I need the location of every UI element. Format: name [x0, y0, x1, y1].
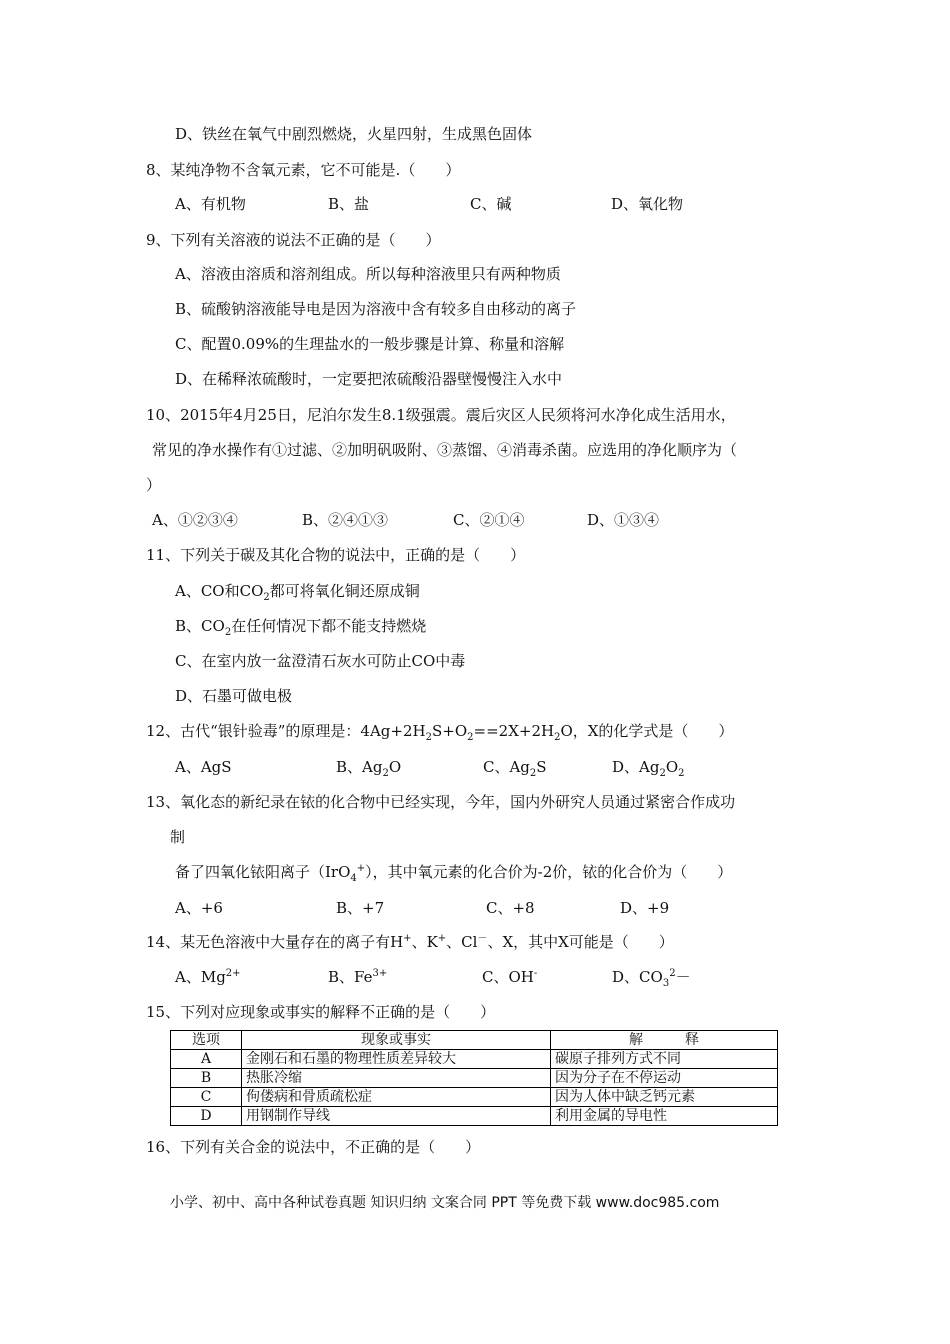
table-header-row: [171, 1031, 778, 1050]
q14-option-c: C、OH-: [482, 968, 538, 986]
page-footer: 小学、初中、高中各种试卷真题 知识归纳 文案合同 PPT 等免费下载 www.doc985.com: [170, 1195, 720, 1211]
q13-option-b: B、+7: [336, 899, 385, 917]
table-cell: 因为人体中缺乏钙元素: [551, 1088, 778, 1107]
table-cell: A: [171, 1050, 242, 1069]
table-cell: 因为分子在不停运动: [551, 1069, 778, 1088]
q9-option-c: C、配置0.09%的生理盐水的一般步骤是计算、称量和溶解: [175, 335, 565, 353]
q15-table: [170, 1030, 778, 1126]
table-cell: 碳原子排列方式不同: [551, 1050, 778, 1069]
table-cell: C: [171, 1088, 242, 1107]
q13-stem-line2: 制: [170, 828, 186, 846]
q10-stem-line3: ）: [146, 476, 162, 494]
q16-stem: 16、下列有关合金的说法中，不正确的是（ ）: [146, 1138, 481, 1156]
q13-option-c: C、+8: [486, 899, 535, 917]
table-cell: B: [171, 1069, 242, 1088]
q8-option-a: A、有机物: [175, 195, 246, 213]
table-cell: 热胀冷缩: [242, 1069, 551, 1088]
q10-option-c: C、②①④: [453, 511, 525, 529]
q10-option-b: B、②④①③: [302, 511, 389, 529]
q9-option-d: D、在稀释浓硫酸时，一定要把浓硫酸沿器壁慢慢注入水中: [175, 370, 563, 388]
q13-stem-line1: 13、氧化态的新纪录在铱的化合物中已经实现，今年，国内外研究人员通过紧密合作成功: [146, 793, 736, 811]
q13-option-d: D、+9: [620, 899, 670, 917]
q12-option-a: A、AgS: [175, 758, 232, 776]
q11-option-b: B、$CO_2$在任何情况下都不能支持燃烧: [175, 617, 427, 638]
q12-option-c: C、$Ag_2S$: [483, 758, 547, 779]
q7-option-d: D、铁丝在氧气中剧烈燃烧，火星四射，生成黑色固体: [175, 125, 533, 143]
q9-stem: 9、下列有关溶液的说法不正确的是（ ）: [146, 231, 441, 249]
q10-stem-line2: 常见的净水操作有①过滤、②加明矾吸附、③蒸馏、④消毒杀菌。应选用的净化顺序为（: [152, 441, 738, 459]
table-header-cell: 选项: [171, 1031, 242, 1050]
q12-option-d: D、$Ag_2O_2$: [612, 758, 685, 779]
table-cell: 利用金属的导电性: [551, 1107, 778, 1126]
q8-option-b: B、盐: [328, 195, 370, 213]
q8-option-d: D、氧化物: [611, 195, 684, 213]
q14-stem: 14、某无色溶液中大量存在的离子有H+、K+、Cl－、X，其中X可能是（ ）: [146, 933, 674, 951]
table-row: [171, 1107, 778, 1126]
table-cell: 用钢制作导线: [242, 1107, 551, 1126]
table-cell: 佝偻病和骨质疏松症: [242, 1088, 551, 1107]
q15-stem: 15、下列对应现象或事实的解释不正确的是（ ）: [146, 1003, 496, 1021]
q10-stem-line1: 10、2015年4月25日，尼泊尔发生8.1级强震。震后灾区人民须将河水净化成生活用水，: [146, 406, 736, 424]
q9-option-b: B、硫酸钠溶液能导电是因为溶液中含有较多自由移动的离子: [175, 300, 577, 318]
table-row: [171, 1069, 778, 1088]
q14-option-a: A、$Mg^{2+}$: [175, 968, 241, 986]
q12-option-b: B、$Ag_2O$: [336, 758, 402, 779]
q11-option-d: D、石墨可做电极: [175, 687, 293, 705]
q13-stem-line3: 备了四氧化铱阳离子（IrO$_4$+），其中氧元素的化合价为-2价，铱的化合价为（ ）: [175, 863, 733, 884]
q11-option-c: C、在室内放一盆澄清石灰水可防止CO中毒: [175, 652, 466, 670]
table-header-cell: 解 释: [551, 1031, 778, 1050]
q10-option-d: D、①③④: [587, 511, 660, 529]
table-cell: 金刚石和石墨的物理性质差异较大: [242, 1050, 551, 1069]
table-cell: D: [171, 1107, 242, 1126]
q11-stem: 11、下列关于碳及其化合物的说法中，正确的是（ ）: [146, 546, 526, 564]
table-row: [171, 1088, 778, 1107]
q12-stem: 12、古代“银针验毒”的原理是：$4Ag+2H_2S+O_2==2X+2H_2O$，X的化学式是（ ）: [146, 722, 734, 743]
q14-option-d: D、$CO_3^2-$: [612, 968, 691, 989]
q13-option-a: A、+6: [175, 899, 223, 917]
q14-option-b: B、$Fe^{3+}$: [328, 968, 388, 986]
table-row: [171, 1050, 778, 1069]
q11-option-a: A、CO和$CO_2$都可将氧化铜还原成铜: [175, 582, 420, 603]
q8-option-c: C、碱: [470, 195, 512, 213]
q9-option-a: A、溶液由溶质和溶剂组成。所以每种溶液里只有两种物质: [175, 265, 561, 283]
q10-option-a: A、①②③④: [152, 511, 238, 529]
q8-stem: 8、某纯净物不含氧元素，它不可能是.（ ）: [146, 161, 461, 179]
table-header-cell: 现象或事实: [242, 1031, 551, 1050]
